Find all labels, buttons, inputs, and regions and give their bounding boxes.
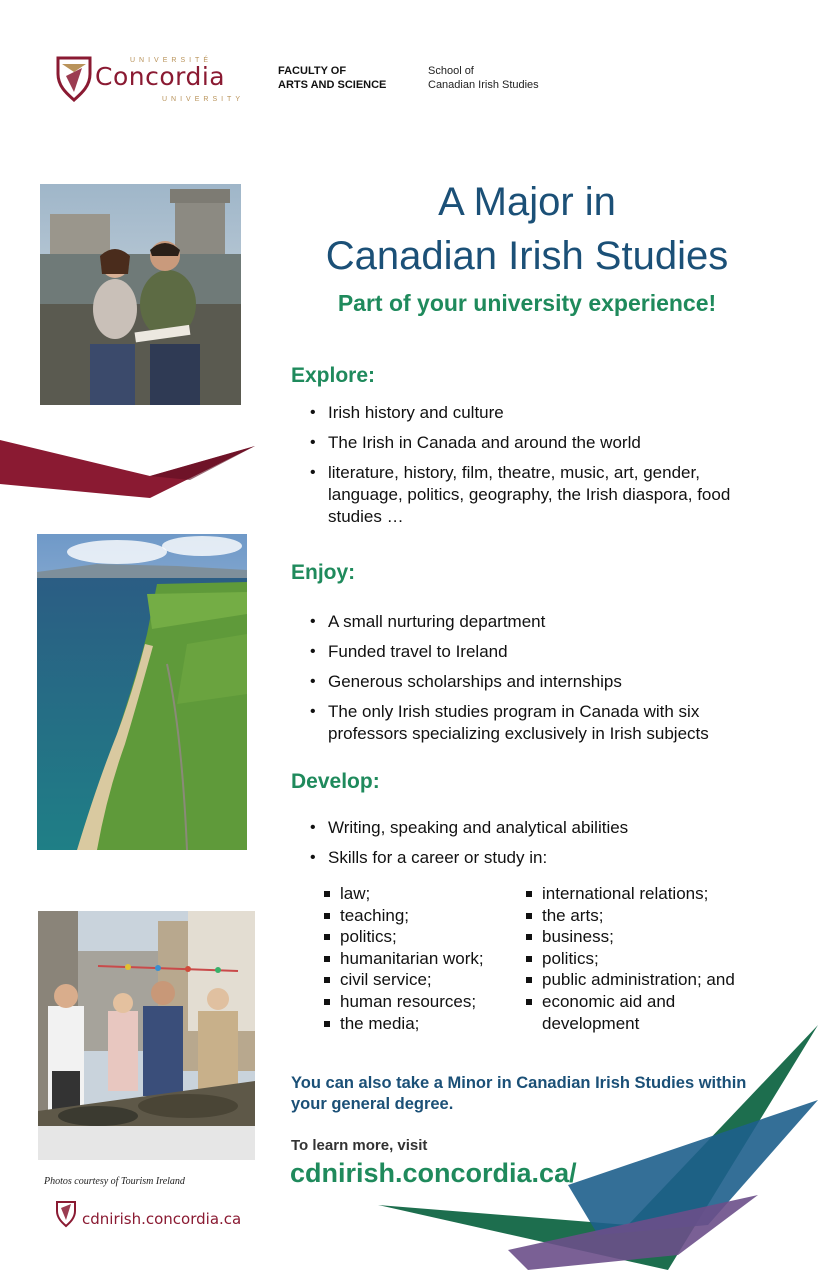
page-title-line-2: Canadian Irish Studies	[325, 234, 729, 278]
careers-list-column-2	[524, 883, 774, 1034]
career-item: humanitarian work;	[322, 948, 522, 970]
page-title-line-1: A Major in	[438, 180, 616, 224]
list-item: • Writing, speaking and analytical abilities	[310, 817, 770, 839]
photo-coastal-landscape	[37, 534, 247, 850]
career-item: law;	[322, 883, 522, 905]
faculty-line-1: FACULTY OF	[278, 65, 347, 77]
enjoy-heading: Enjoy:	[291, 561, 356, 584]
career-item: economic aid and development	[524, 991, 774, 1034]
swoosh-decoration-bottom-right	[378, 1025, 828, 1280]
school-line-2: Canadian Irish Studies	[428, 79, 539, 91]
faculty-line-2: ARTS AND SCIENCE	[278, 79, 387, 91]
maroon-swoosh-decoration	[0, 440, 260, 502]
career-item: international relations;	[524, 883, 774, 905]
careers-list-column-1	[322, 883, 522, 1034]
page-subtitle: Part of your university experience!	[337, 290, 717, 316]
career-item: the arts;	[524, 905, 774, 927]
list-item: • Generous scholarships and internships	[310, 671, 770, 693]
list-item: • A small nurturing department	[310, 611, 770, 633]
career-item: business;	[524, 926, 774, 948]
list-item: • Irish history and culture	[310, 402, 770, 424]
develop-list	[310, 817, 770, 877]
logo-universite-text: UNIVERSITÉ	[130, 57, 213, 64]
list-item: • The only Irish studies program in Canada with six professors specializing exclusively in Irish subjects	[310, 701, 770, 745]
school-name	[428, 64, 539, 92]
faculty-name	[278, 64, 386, 92]
photo-credit: Photos courtesy of Tourism Ireland	[44, 1176, 185, 1187]
career-item: civil service;	[322, 969, 522, 991]
logo-concordia-text: Concordia	[95, 62, 226, 91]
career-item: politics;	[524, 948, 774, 970]
list-item: • Skills for a career or study in:	[310, 847, 770, 869]
photo-couple-castle	[40, 184, 241, 405]
develop-heading: Develop:	[291, 770, 380, 793]
career-item: public administration; and	[524, 969, 774, 991]
concordia-shield-icon	[56, 56, 92, 102]
career-item: teaching;	[322, 905, 522, 927]
concordia-mark-icon	[55, 1200, 77, 1228]
logo-university-text: UNIVERSITY	[162, 96, 245, 103]
list-item: • The Irish in Canada and around the world	[310, 432, 770, 454]
career-item: the media;	[322, 1013, 522, 1035]
website-link[interactable]: cdnirish.concordia.ca/	[290, 1158, 577, 1188]
list-item: • literature, history, film, theatre, music, art, gender, language, politics, geography, the Irish diaspora, food studies …	[310, 462, 770, 528]
explore-list	[310, 402, 770, 536]
learn-more-text: To learn more, visit	[291, 1137, 428, 1154]
career-item: human resources;	[322, 991, 522, 1013]
explore-heading: Explore:	[291, 364, 376, 387]
list-item: • Funded travel to Ireland	[310, 641, 770, 663]
school-line-1: School of	[428, 65, 474, 77]
footer-url: cdnirish.concordia.ca	[82, 1210, 242, 1228]
photo-village-street	[38, 911, 255, 1160]
minor-info: You can also take a Minor in Canadian Irish Studies within your general degree.	[291, 1074, 747, 1113]
enjoy-list	[310, 611, 770, 753]
career-item: politics;	[322, 926, 522, 948]
